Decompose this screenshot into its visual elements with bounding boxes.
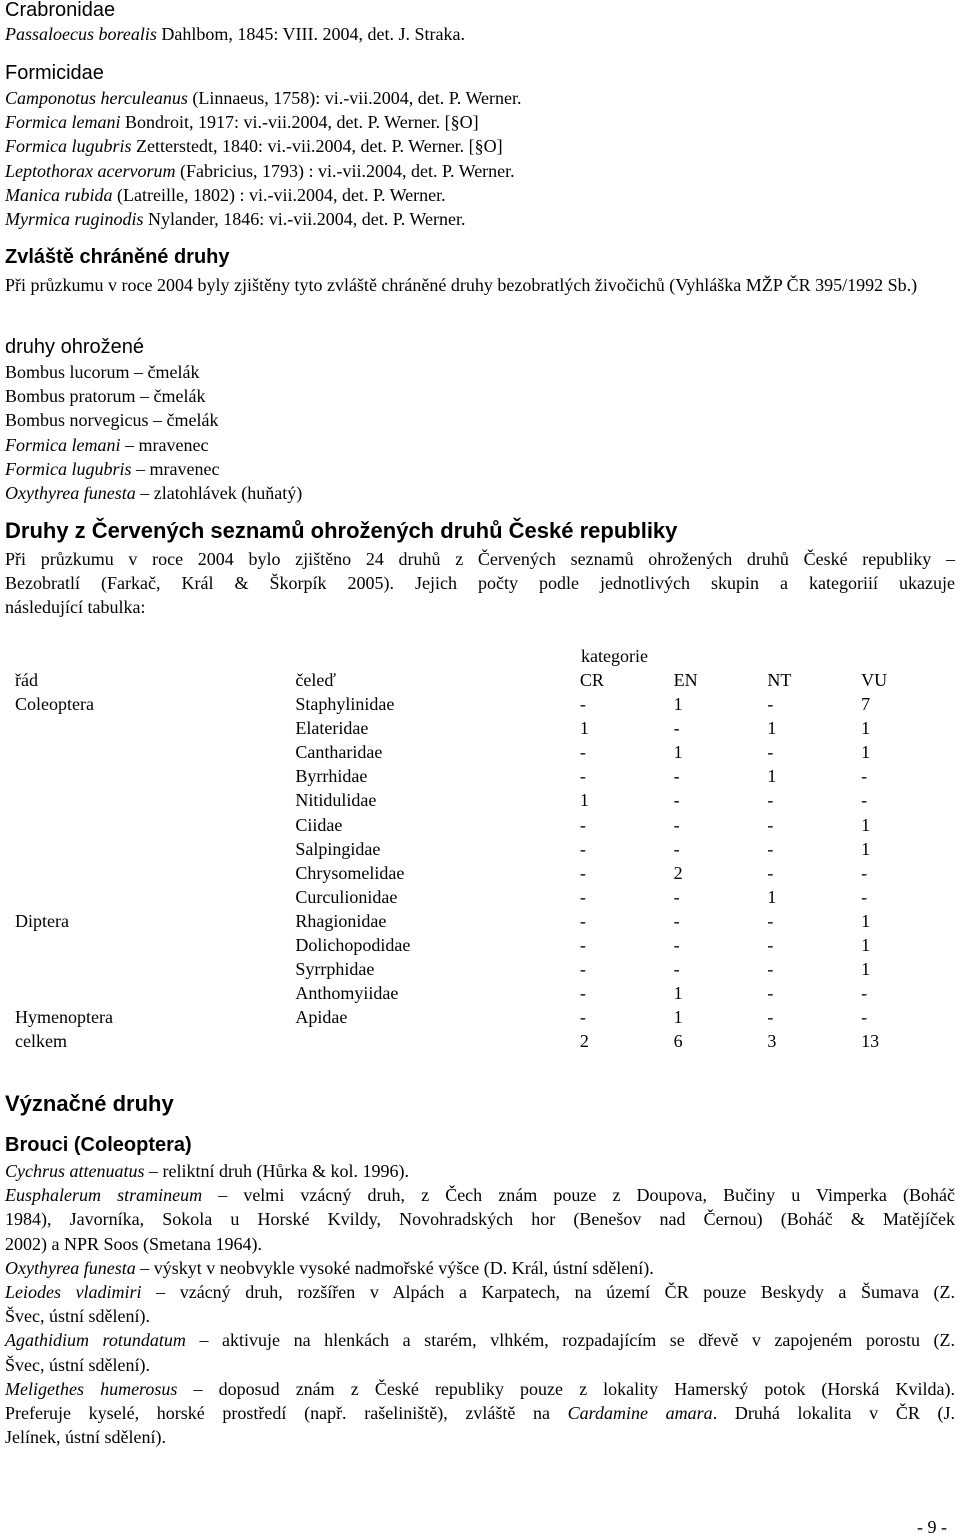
table-cell: - — [861, 790, 868, 811]
table-cell: Hymenoptera — [15, 1007, 113, 1028]
species-line — [5, 134, 522, 158]
table-row — [15, 909, 955, 933]
table-cell — [15, 716, 295, 740]
table-cell: 1 — [767, 886, 777, 907]
table-cell: Curculionidae — [295, 886, 398, 907]
species-note: – doposud znám z České republiky pouze z lokality Hamerský potok (Horská Kvilda). — [177, 1379, 955, 1399]
table-cell: 1 — [861, 814, 871, 835]
table-cell: - — [673, 766, 680, 787]
red-list-table — [15, 668, 955, 1054]
table-cell: celkem — [15, 1031, 67, 1052]
table-cell: - — [579, 886, 586, 907]
species-note: . Druhá lokalita v ČR (J. — [712, 1403, 955, 1424]
species-line — [5, 457, 302, 481]
table-cell: Rhagionidae — [295, 910, 387, 931]
species-note: – reliktní druh (Hůrka & kol. 1996). — [144, 1161, 409, 1181]
species-note: 1984), Javorníka, Sokola u Horské Kvildy, Novohradských hor (Benešov nad Černou) (Boháč & Matějíček — [5, 1209, 955, 1230]
table-cell: - — [767, 935, 774, 956]
table-row — [15, 1029, 955, 1053]
species-note: Dahlbom, 1845: VIII. 2004, det. J. Straka. — [156, 24, 465, 44]
table-row — [15, 692, 955, 716]
table-cell — [15, 764, 295, 788]
species-name: Oxythyrea funesta — [5, 483, 136, 504]
table-cell: Dolichopodidae — [295, 935, 411, 956]
species-name: Myrmica ruginodis — [5, 209, 144, 230]
meligethes-line: Jelínek, ústní sdělení). — [5, 1427, 166, 1448]
species-line — [5, 1232, 955, 1256]
species-note: Bondroit, 1917: vi.-vii.2004, det. P. Werner. [§O] — [120, 112, 479, 133]
species-name: Formica lugubris — [5, 458, 132, 479]
species-note: Švec, ústní sdělení). — [5, 1306, 150, 1327]
table-cell: 3 — [767, 1031, 777, 1052]
table-header-cell: VU — [861, 670, 888, 690]
meligethes-line — [5, 1401, 955, 1425]
table-row — [15, 740, 955, 764]
table-cell: - — [767, 1007, 774, 1028]
table-cell: - — [579, 983, 586, 1004]
table-cell: - — [767, 959, 774, 980]
species-line — [5, 481, 302, 505]
species-name: Oxythyrea funesta — [5, 1257, 136, 1278]
table-row — [15, 716, 955, 740]
table-cell: 2 — [673, 862, 683, 883]
table-cell — [15, 788, 295, 812]
table-cell: Diptera — [15, 910, 69, 931]
species-line — [5, 1280, 955, 1304]
table-cell: Chrysomelidae — [295, 862, 405, 883]
table-cell: - — [673, 959, 680, 980]
species-line — [5, 1207, 955, 1231]
species-line — [5, 1183, 955, 1207]
species-name: Eusphalerum stramineum — [5, 1185, 203, 1206]
table-cell: - — [579, 814, 586, 835]
table-cell — [15, 861, 295, 885]
table-row — [15, 764, 955, 788]
species-name: Bombus pratorum — [5, 386, 136, 407]
species-name: Formica lugubris — [5, 136, 132, 157]
species-note: Švec, ústní sdělení). — [5, 1354, 150, 1375]
species-line — [5, 1328, 955, 1352]
table-cell: - — [673, 838, 680, 859]
species-note: – vzácný druh, rozšířen v Alpách a Karpatech, na území ČR pouze Beskydy a Šumava (Z. — [141, 1282, 955, 1303]
species-note: (Fabricius, 1793) : vi.-vii.2004, det. P. Werner. — [175, 160, 515, 181]
species-line — [5, 360, 302, 384]
beetles-list — [5, 1159, 955, 1377]
table-cell: 7 — [861, 694, 871, 715]
table-cell: - — [673, 790, 680, 811]
species-note: Preferuje kyselé, horské prostředí (např. rašeliniště), zvláště na — [5, 1403, 568, 1424]
table-cell: 1 — [673, 694, 683, 715]
heading-protected-species: Zvláště chráněné druhy — [5, 246, 230, 268]
species-note: – čmelák — [135, 386, 206, 407]
table-cell: - — [579, 959, 586, 980]
species-line — [5, 22, 465, 46]
table-row — [15, 861, 955, 885]
species-line — [5, 159, 522, 183]
table-cell: - — [767, 838, 774, 859]
table-header-cell: NT — [767, 670, 792, 690]
table-cell: - — [861, 1007, 868, 1028]
table-cell — [15, 740, 295, 764]
table-cell: - — [673, 910, 680, 931]
species-name: Agathidium rotundatum — [5, 1330, 186, 1351]
table-cell: 1 — [861, 910, 871, 931]
table-cell: 13 — [861, 1031, 880, 1052]
table-cell: 1 — [861, 959, 871, 980]
table-cell: - — [767, 814, 774, 835]
table-row — [15, 837, 955, 861]
species-note: 2002) a NPR Soos (Smetana 1964). — [5, 1233, 262, 1254]
table-cell: Nitidulidae — [295, 790, 377, 811]
species-line — [5, 1304, 955, 1328]
table-cell — [15, 885, 295, 909]
table-cell: - — [579, 766, 586, 787]
table-cell: - — [579, 838, 586, 859]
species-entry — [5, 1159, 955, 1183]
species-name: Meligethes humerosus — [5, 1379, 178, 1399]
table-cell: 2 — [579, 1031, 589, 1052]
table-cell: - — [673, 718, 680, 739]
crabronidae-list — [5, 22, 465, 46]
table-header-cell: EN — [673, 670, 698, 690]
table-row — [15, 885, 955, 909]
heading-notable-species: Význačné druhy — [5, 1091, 174, 1116]
table-cell: - — [767, 862, 774, 883]
species-line — [5, 408, 302, 432]
table-cell: 1 — [861, 742, 871, 763]
species-note: – velmi vzácný druh, z Čech znám pouze z Doupova, Bučiny u Vimperka (Boháč — [202, 1185, 956, 1206]
species-note: (Latreille, 1802) : vi.-vii.2004, det. P. Werner. — [112, 184, 446, 205]
endangered-list — [5, 360, 302, 505]
table-cell: - — [767, 694, 774, 715]
table-cell: 1 — [861, 838, 871, 859]
table-cell: - — [861, 983, 868, 1004]
page-number: - 9 - — [917, 1517, 947, 1537]
table-header-row — [15, 668, 955, 692]
species-note: – výskyt v neobvykle vysoké nadmořské výšce (D. Král, ústní sdělení). — [135, 1257, 654, 1278]
species-entry — [5, 1280, 955, 1328]
species-name: Cychrus attenuatus — [5, 1161, 145, 1181]
table-cell: Coleoptera — [15, 694, 94, 715]
heading-beetles: Brouci (Coleoptera) — [5, 1134, 192, 1156]
table-cell: - — [767, 983, 774, 1004]
table-cell: - — [767, 790, 774, 811]
species-note: – čmelák — [129, 362, 200, 382]
table-cell: - — [579, 694, 586, 715]
species-name: Formica lemani — [5, 434, 121, 455]
table-cell: - — [767, 910, 774, 931]
table-cell: Staphylinidae — [295, 694, 395, 715]
table-cell: - — [861, 886, 868, 907]
table-row — [15, 933, 955, 957]
species-line — [5, 1256, 955, 1280]
table-cell — [15, 981, 295, 1005]
table-row — [15, 1005, 955, 1029]
species-entry — [5, 1256, 955, 1280]
species-line — [5, 86, 522, 110]
meligethes-entry — [5, 1377, 955, 1450]
table-cell: Apidae — [295, 1007, 348, 1028]
table-cell: Elateridae — [295, 718, 369, 739]
red-list-intro-line: Bezobratlí (Farkač, Král & Škorpík 2005). Jejich počty podle jednotlivých skupin a kategoriií ukazuje — [5, 573, 955, 594]
protected-species-intro: Při průzkumu v roce 2004 byly zjištěny tyto zvláště chráněné druhy bezobratlých živočichů (Vyhláška MŽP ČR 395/1992 Sb.) — [5, 275, 918, 295]
species-note: – zlatohlávek (huňatý) — [135, 483, 303, 504]
table-cell: Ciidae — [295, 814, 343, 835]
table-cell: - — [673, 814, 680, 835]
species-name: Passaloecus borealis — [5, 24, 157, 44]
table-row — [15, 788, 955, 812]
table-cell: Byrrhidae — [295, 766, 368, 787]
table-cell: 1 — [861, 718, 871, 739]
species-name: Leiodes vladimiri — [5, 1282, 142, 1303]
table-row — [15, 957, 955, 981]
table-cell: - — [861, 766, 868, 787]
species-name: Bombus lucorum — [5, 362, 130, 382]
table-cell: 1 — [673, 742, 683, 763]
table-header-cell: CR — [579, 670, 604, 690]
table-row — [15, 981, 955, 1005]
table-cell: - — [579, 1007, 586, 1028]
species-note: – aktivuje na hlenkách a starém, vlhkém, rozpadajícím se dřevě v zapojeném porostu (Z. — [185, 1330, 955, 1351]
table-header-cell: řád — [15, 670, 38, 690]
species-line — [5, 433, 302, 457]
table-cell: - — [767, 742, 774, 763]
species-line — [5, 183, 522, 207]
species-note: (Linnaeus, 1758): vi.-vii.2004, det. P. Werner. — [187, 88, 522, 108]
table-cell: 1 — [673, 1007, 683, 1028]
species-name: Camponotus herculeanus — [5, 88, 188, 108]
heading-formicidae: Formicidae — [5, 62, 104, 84]
formicidae-list — [5, 86, 522, 231]
table-cell: 1 — [861, 935, 871, 956]
red-list-intro-line: následující tabulka: — [5, 597, 146, 618]
table-cell: 1 — [579, 718, 589, 739]
table-cell — [15, 957, 295, 981]
table-cell — [15, 813, 295, 837]
table-header-cell: čeleď — [295, 670, 337, 690]
species-entry — [5, 1328, 955, 1376]
table-cell — [15, 933, 295, 957]
species-note: – čmelák — [148, 410, 219, 431]
table-kategorie-label: kategorie — [581, 646, 648, 666]
meligethes-line — [5, 1377, 955, 1401]
table-cell: - — [579, 910, 586, 931]
species-note: – mravenec — [120, 434, 209, 455]
table-cell: Syrrphidae — [295, 959, 375, 980]
species-line — [5, 1353, 955, 1377]
table-cell: 6 — [673, 1031, 683, 1052]
table-cell: - — [579, 742, 586, 763]
table-cell — [15, 837, 295, 861]
table-cell: Anthomyiidae — [295, 983, 399, 1004]
red-list-intro-line: Při průzkumu v roce 2004 bylo zjištěno 24 druhů z Červených seznamů ohrožených druhů České republiky – — [5, 549, 955, 569]
species-note: – mravenec — [131, 458, 220, 479]
table-cell: 1 — [767, 718, 777, 739]
table-row — [15, 813, 955, 837]
heading-crabronidae: Crabronidae — [5, 0, 116, 21]
species-note: Zetterstedt, 1840: vi.-vii.2004, det. P. Werner. [§O] — [131, 136, 503, 157]
table-cell: 1 — [767, 766, 777, 787]
species-name: Bombus norvegicus — [5, 410, 149, 431]
species-entry — [5, 1183, 955, 1256]
table-cell: - — [673, 886, 680, 907]
table-cell: - — [579, 935, 586, 956]
species-line — [5, 1159, 955, 1183]
species-name: Manica rubida — [5, 184, 113, 205]
species-line — [5, 110, 522, 134]
red-list-intro — [5, 547, 955, 620]
heading-red-list: Druhy z Červených seznamů ohrožených druhů České republiky — [5, 518, 678, 543]
table-cell: Salpingidae — [295, 838, 381, 859]
table-cell: 1 — [579, 790, 589, 811]
table-cell: Cantharidae — [295, 742, 383, 763]
species-name: Leptothorax acervorum — [5, 160, 176, 181]
species-note: Nylander, 1846: vi.-vii.2004, det. P. Werner. — [143, 209, 466, 230]
plant-name: Cardamine amara — [567, 1403, 713, 1424]
heading-endangered: druhy ohrožené — [5, 336, 144, 358]
table-cell — [295, 1029, 579, 1053]
table-cell: - — [673, 935, 680, 956]
species-line — [5, 384, 302, 408]
table-cell: 1 — [673, 983, 683, 1004]
table-cell: - — [861, 862, 868, 883]
table-cell: - — [579, 862, 586, 883]
species-line — [5, 207, 522, 231]
species-name: Formica lemani — [5, 112, 121, 133]
